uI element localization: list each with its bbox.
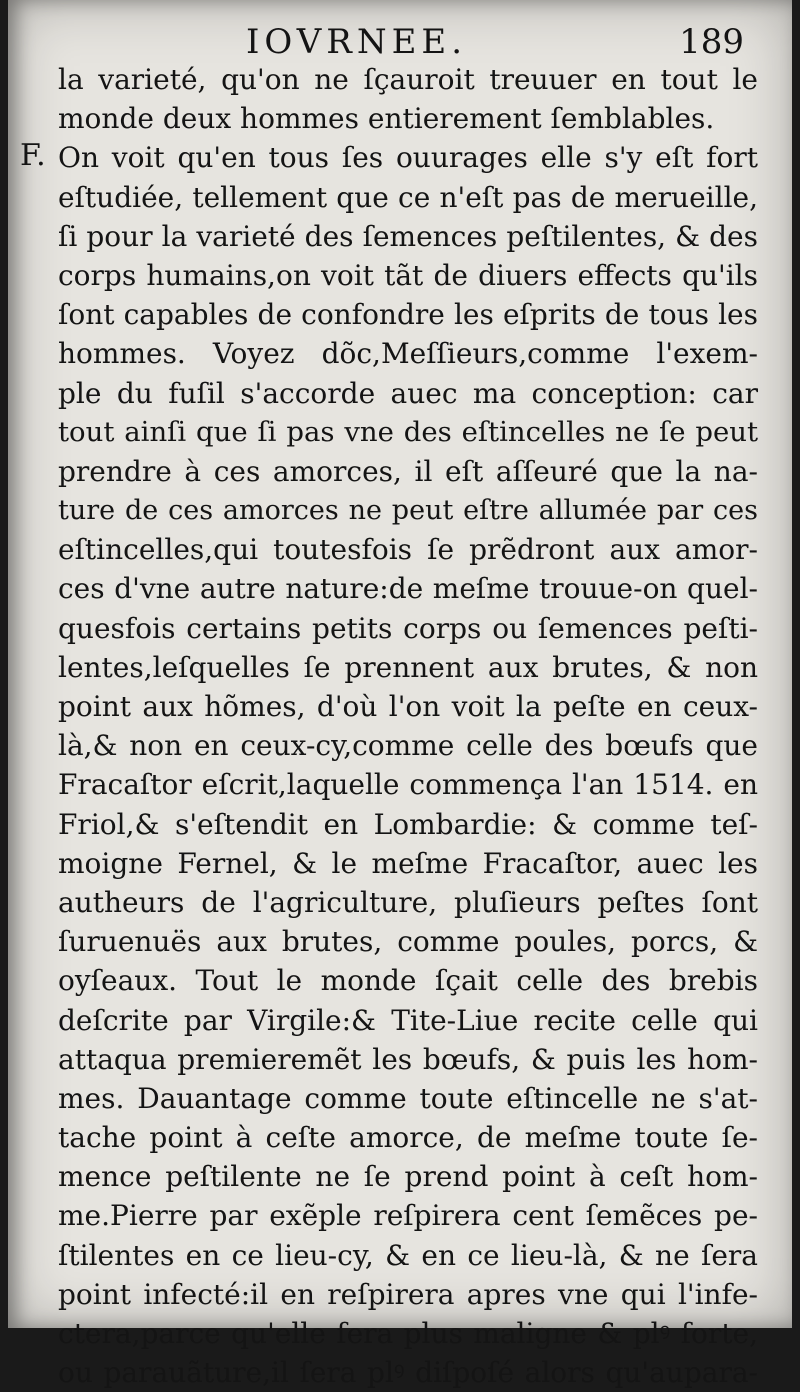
text-line: quesfois certains petits corps ou ſemences peſti- <box>58 611 758 645</box>
body-text <box>58 60 758 1392</box>
text-line: ple du fuſil s'accorde auec ma conception: car <box>58 376 758 410</box>
text-line: oyſeaux. Tout le monde ſçait celle des brebis <box>58 964 758 998</box>
book-page <box>8 0 792 1390</box>
text-line: eſtincelles,qui toutesfois ſe prẽdront aux amor- <box>58 533 758 567</box>
text-line: la varieté, qu'on ne ſçauroit treuuer en tout le <box>58 63 758 96</box>
text-line: deſcrite par Virgile:& Tite-Liue recite celle qui <box>58 1003 758 1037</box>
text-line: mes. Dauantage comme toute eſtincelle ne s'at- <box>58 1081 758 1115</box>
text-line: hommes. Voyez dõc,Meſſieurs,comme l'exem- <box>58 337 758 371</box>
text-line: lentes,leſquelles ſe prennent aux brutes, & non <box>58 650 758 684</box>
text-line: là,& non en ceux-cy,comme celle des bœufs que <box>58 729 758 763</box>
text-line: On voit qu'en tous ſes ouurages elle s'y eſt fort <box>58 141 758 175</box>
text-line: ſont capables de confondre les eſprits de tous les <box>58 298 758 332</box>
text-line: ctera,parce qu'elle ſera plus maligne & plꝰ forte, <box>58 1317 758 1350</box>
text-line: ſtilentes en ce lieu-cy, & en ce lieu-là, & ne ſera <box>58 1238 758 1272</box>
text-line: tache point à ceſte amorce, de meſme toute ſe- <box>58 1121 758 1155</box>
text-line: eſtudiée, tellement que ce n'eſt pas de merueille, <box>58 180 758 214</box>
text-line: point infecté:il en reſpirera apres vne qui l'infe- <box>58 1277 758 1311</box>
text-line: point aux hõmes, d'où l'on voit la peſte en ceux- <box>58 690 758 723</box>
text-line: corps humains,on voit tãt de diuers effects qu'ils <box>58 258 758 292</box>
text-line: tout ainſi que ſi pas vne des eſtincelles ne ſe peut <box>58 415 758 448</box>
text-line: me.Pierre par exẽple reſpirera cent ſemẽces pe- <box>58 1199 758 1233</box>
text-line: ture de ces amorces ne peut eſtre allumée par ces <box>58 495 758 527</box>
text-line: ces d'vne autre nature:de meſme trouue-on quel- <box>58 572 758 606</box>
text-line: moigne Fernel, & le meſme Fracaſtor, auec les <box>58 846 758 880</box>
text-line: Friol,& s'eſtendit en Lombardie: & comme teſ- <box>58 807 758 841</box>
text-line: prendre à ces amorces, il eſt aſſeuré que la na- <box>58 454 758 488</box>
marginal-mark: F. <box>20 138 46 173</box>
text-line: attaqua premieremẽt les bœufs, & puis les hom- <box>58 1042 758 1076</box>
text-line: ſuruenuës aux brutes, comme poules, porcs, & <box>58 925 758 959</box>
text-line: ou parauãture,il ſera plꝰ diſpoſé alors qu'aupara- <box>58 1356 758 1390</box>
running-title: IOVRNEE. <box>246 22 468 62</box>
page-number: 189 <box>679 22 744 62</box>
text-line: ſi pour la varieté des ſemences peſtilentes, & des <box>58 219 758 253</box>
text-line: monde deux hommes entierement ſemblables. <box>58 102 715 136</box>
page-header <box>8 20 792 60</box>
text-line: mence peſtilente ne ſe prend point à ceſt hom- <box>58 1160 758 1194</box>
text-line: autheurs de l'agriculture, pluſieurs peſtes ſont <box>58 885 758 919</box>
text-line: Fracaſtor eſcrit,laquelle commença l'an 1514. en <box>58 768 758 802</box>
